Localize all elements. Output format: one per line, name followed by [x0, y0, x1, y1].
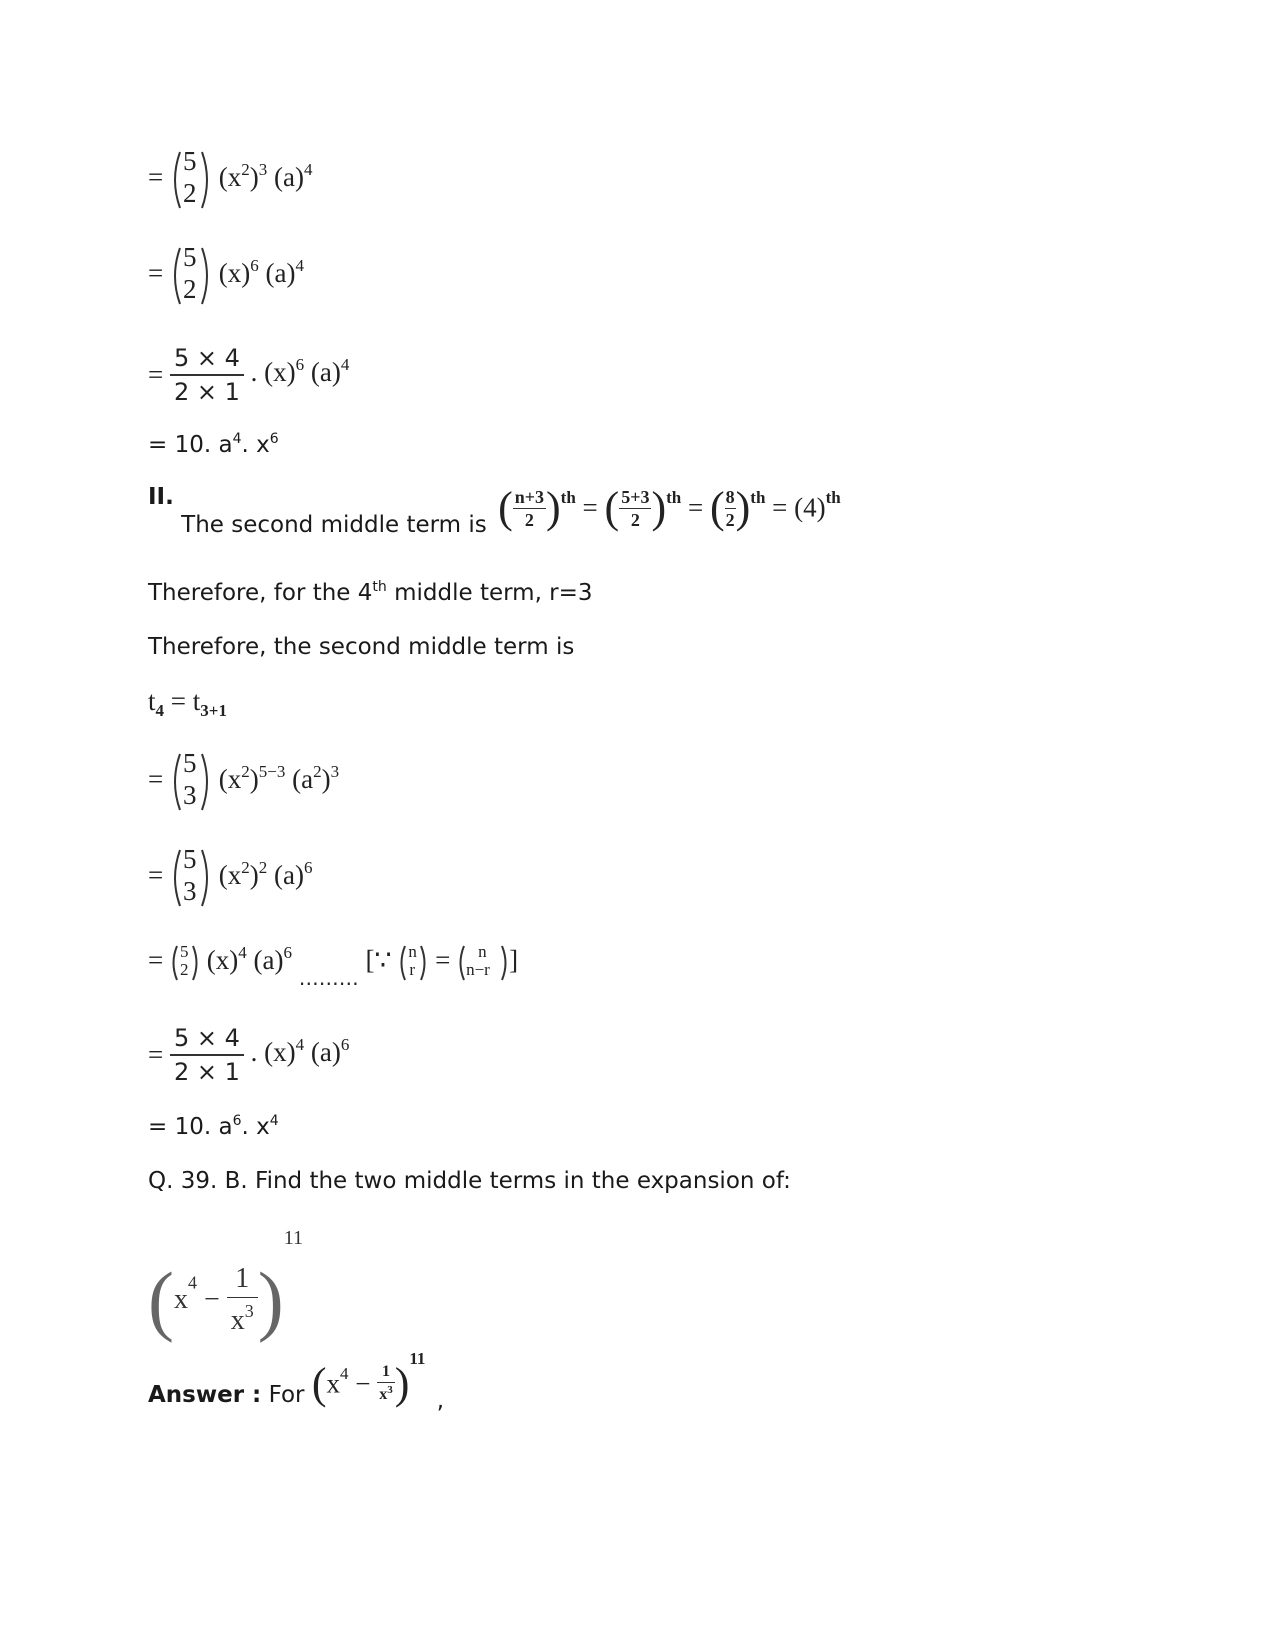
text: For — [261, 1382, 305, 1408]
middle-term-expression — [498, 483, 841, 532]
exponent: 6 — [283, 943, 292, 963]
text: . x — [241, 432, 270, 458]
numerator: 5 × 4 — [170, 1026, 244, 1056]
binomial-coefficient — [170, 944, 200, 982]
term: ) — [321, 764, 331, 795]
binom-bottom: n−r — [466, 960, 490, 979]
denominator: 2 — [524, 509, 534, 530]
binom-top: 5 — [182, 146, 197, 176]
bracket-close: ] — [509, 945, 519, 976]
term: (x) — [218, 258, 251, 289]
equals-sign: = — [148, 860, 164, 891]
exponent: 2 — [241, 762, 250, 782]
binomial-coefficient — [170, 748, 212, 812]
equals-sign: = — [148, 764, 164, 795]
text: The second middle term is — [173, 512, 487, 538]
question-text: Q. 39. B. Find the two middle terms in the expansion of: — [148, 1168, 791, 1194]
term: (a — [285, 764, 314, 795]
expr-line-8 — [148, 688, 227, 719]
expr-line-3 — [148, 346, 349, 404]
exponent: 2 — [258, 858, 268, 878]
text: middle term, r=3 — [386, 580, 593, 606]
superscript: th — [750, 488, 766, 508]
minus-sign: − — [203, 1283, 220, 1315]
binom-bottom: 2 — [179, 960, 189, 979]
variable: x — [173, 1283, 188, 1315]
superscript: th — [666, 488, 682, 508]
exponent: 6 — [303, 858, 313, 878]
binom-bottom: 3 — [182, 876, 197, 906]
denominator: 2 × 1 — [173, 378, 240, 406]
term: . (x) — [250, 357, 296, 388]
equals-sign: = — [148, 162, 164, 193]
expansion-expression — [148, 1227, 304, 1343]
outer-exponent: 11 — [283, 1227, 304, 1249]
subscript: 4 — [155, 701, 165, 720]
equals-sign: = — [148, 359, 164, 390]
fraction-paren: ( $\frac{5+3}{2}$ ) — [604, 483, 667, 532]
expr-line-10 — [148, 844, 313, 908]
term: (a) — [304, 1037, 341, 1068]
exponent: 4 — [269, 1113, 279, 1129]
paren-group: ($x^4$ − $\frac{1}{x^3}$ ) — [148, 1255, 284, 1343]
text-line-6 — [148, 580, 593, 605]
exponent: 3 — [244, 1300, 254, 1321]
section-label: II. — [148, 484, 174, 510]
term: (a) — [258, 258, 296, 289]
fraction-paren: ( $\frac{n+3}{2}$ ) — [498, 483, 561, 532]
text: . x — [241, 1114, 270, 1140]
binomial-coefficient — [170, 146, 212, 210]
exponent: 4 — [232, 431, 242, 447]
text: = 10. a — [148, 1114, 233, 1140]
term: ) — [249, 162, 259, 193]
numerator: 1 — [377, 1364, 395, 1383]
text: Therefore, for the 4 — [148, 580, 373, 606]
binom-bottom: 2 — [182, 178, 197, 208]
exponent: 4 — [187, 1272, 197, 1292]
binom-top: 5 — [179, 942, 189, 961]
expr-line-9 — [148, 748, 340, 812]
numerator: 1 — [227, 1265, 258, 1298]
minus-sign: − — [355, 1368, 371, 1399]
answer-line — [148, 1350, 444, 1413]
binom-bottom: 2 — [182, 274, 197, 304]
denominator: $x^3$ — [230, 1300, 254, 1336]
term: (a) — [267, 860, 304, 891]
equals-sign: = — [582, 492, 598, 523]
term: (x) — [206, 945, 239, 976]
equals-sign: = — [435, 945, 451, 976]
equals-sign: = — [772, 492, 788, 523]
term: (x — [218, 162, 242, 193]
exponent: 6 — [232, 1113, 242, 1129]
exponent: 4 — [238, 943, 247, 963]
binom-bottom: 3 — [182, 780, 197, 810]
equals-sign: = — [148, 1039, 164, 1070]
exponent: 5−3 — [258, 762, 286, 782]
term: (a) — [267, 162, 304, 193]
subscript: 3+1 — [200, 701, 227, 720]
fraction — [227, 1262, 258, 1336]
fraction — [170, 1026, 244, 1084]
exponent: 4 — [303, 160, 313, 180]
binom-top: 5 — [182, 242, 197, 272]
text-line-7 — [148, 636, 574, 659]
term: t — [192, 686, 201, 716]
variable: x — [326, 1368, 340, 1399]
exponent: 2 — [313, 762, 322, 782]
term: ) — [249, 860, 259, 891]
term: (a) — [246, 945, 284, 976]
text-line-5 — [148, 483, 841, 538]
exponent: 4 — [339, 1364, 349, 1383]
binomial-coefficient — [170, 242, 212, 306]
ellipsis: ……… — [298, 966, 359, 991]
answer-expression: ($x^4$ − $\frac{1}{x^3}$ )$^{11}$ — [311, 1349, 426, 1408]
because-symbol: [∵ — [365, 945, 392, 976]
term: (4) — [794, 492, 826, 523]
text: = 10. a — [148, 432, 233, 458]
numerator: n+3 — [514, 486, 545, 507]
exponent: 3 — [387, 1384, 393, 1397]
exponent: 3 — [258, 160, 268, 180]
text-line-4 — [148, 432, 279, 457]
question-line — [148, 1170, 791, 1193]
denominator: $x^3$ — [379, 1384, 393, 1404]
exponent: 3 — [330, 762, 340, 782]
binomial-n-nr — [457, 944, 509, 982]
expr-line-12 — [148, 1026, 349, 1084]
exponent: 2 — [241, 160, 250, 180]
term: t — [148, 686, 156, 716]
exponent: 6 — [295, 355, 305, 375]
expr-line-1 — [148, 146, 313, 210]
superscript: th — [560, 488, 576, 508]
superscript: th — [825, 488, 841, 508]
outer-exponent: 11 — [409, 1349, 426, 1368]
text: Therefore, the second middle term is — [148, 634, 575, 660]
exponent: 6 — [250, 256, 259, 276]
superscript: th — [372, 579, 387, 595]
denominator: 2 × 1 — [173, 1058, 240, 1086]
term: ) — [249, 764, 259, 795]
fraction — [377, 1364, 395, 1403]
exponent: 4 — [295, 256, 304, 276]
binom-top: 5 — [182, 748, 197, 778]
numerator: 5 × 4 — [170, 346, 244, 376]
fraction-paren: ( $\frac{8}{2}$ ) — [709, 483, 751, 532]
term: (x — [218, 764, 242, 795]
binomial-nr — [398, 944, 428, 982]
text-line-13 — [148, 1114, 279, 1139]
expr-line-2 — [148, 242, 304, 306]
exponent: 6 — [269, 431, 279, 447]
denominator: 2 — [725, 509, 735, 530]
equals-sign: = — [164, 686, 193, 716]
term: (x — [218, 860, 242, 891]
expr-line-11 — [148, 942, 519, 991]
denominator: 2 — [630, 509, 640, 530]
exponent: 4 — [340, 355, 350, 375]
numerator: 8 — [725, 486, 735, 507]
binomial-coefficient — [170, 844, 212, 908]
binom-top: n — [408, 942, 417, 961]
binom-top: n — [478, 942, 487, 961]
fraction — [170, 346, 244, 404]
exponent: 4 — [295, 1035, 305, 1055]
numerator: 5+3 — [621, 486, 650, 507]
exponent: 2 — [241, 858, 250, 878]
term: (a) — [304, 357, 341, 388]
comma: , — [436, 1388, 445, 1414]
binom-bottom: r — [409, 960, 416, 979]
equals-sign: = — [148, 258, 164, 289]
binom-top: 5 — [182, 844, 197, 874]
answer-label: Answer : — [148, 1382, 262, 1408]
equals-sign: = — [148, 945, 164, 976]
term: . (x) — [250, 1037, 296, 1068]
exponent: 6 — [340, 1035, 350, 1055]
equals-sign: = — [687, 492, 704, 523]
